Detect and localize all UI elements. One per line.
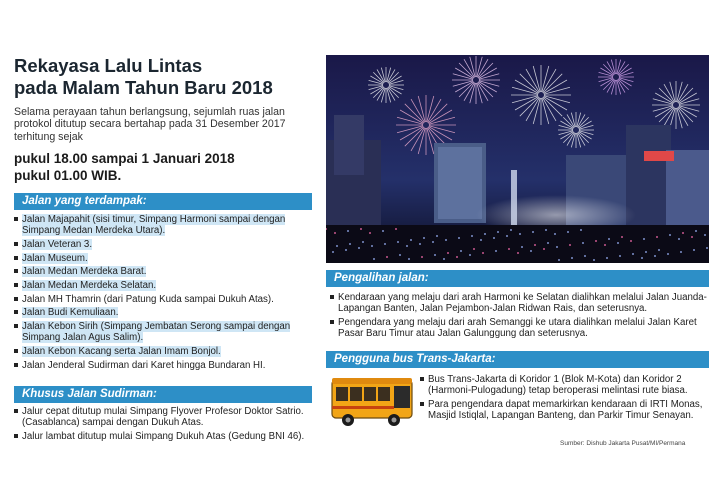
sudirman-heading: Khusus Jalan Sudirman: [14, 386, 312, 403]
title-line-2: pada Malam Tahun Baru 2018 [14, 77, 273, 98]
list-item: Pengendara yang melaju dari arah Semanggi ke utara dialihkan melalui Jalan Karet Pasar Baru Timur atau Jalan Galunggung dan seterusnya. [330, 317, 710, 339]
list-item: Jalur cepat ditutup mulai Simpang Flyover Profesor Doktor Satrio. (Casablanca) sampai dengan Dukuh Atas. [14, 406, 314, 428]
list-item: Jalan Medan Merdeka Selatan. [14, 280, 314, 291]
time-line-2: pukul 01.00 WIB. [14, 168, 122, 183]
closure-time [14, 150, 314, 184]
diversion-list [330, 292, 710, 342]
title-line-1: Rekayasa Lalu Lintas [14, 55, 203, 76]
list-item: Jalan MH Thamrin (dari Patung Kuda sampai Dukuh Atas). [14, 294, 314, 305]
list-item: Bus Trans-Jakarta di Koridor 1 (Blok M-Kota) dan Koridor 2 (Harmoni-Pulogadung) tetap beroperasi melintasi rute biasa. [420, 374, 710, 396]
list-item: Jalan Majapahit (sisi timur, Simpang Harmoni sampai dengan Simpang Medan Merdeka Utara). [14, 214, 314, 236]
diversion-heading: Pengalihan jalan: [326, 270, 709, 287]
affected-roads-heading: Jalan yang terdampak: [14, 193, 312, 210]
list-item: Jalan Kebon Sirih (Simpang Jembatan Serong sampai dengan Simpang Jalan Agus Salim). [14, 321, 314, 343]
fireworks-illustration [326, 55, 709, 263]
list-item: Jalan Veteran 3. [14, 239, 314, 250]
list-item: Kendaraan yang melaju dari arah Harmoni ke Selatan dialihkan melalui Jalan Juanda-Lapangan Banten, Jalan Pejambon-Jalan Ridwan Rais, dan seterusnya. [330, 292, 710, 314]
affected-roads-list [14, 214, 314, 373]
list-item: Jalan Kebon Kacang serta Jalan Imam Bonjol. [14, 346, 314, 357]
list-item: Jalan Jenderal Sudirman dari Karet hingga Bundaran HI. [14, 360, 314, 371]
bus-icon [330, 374, 416, 437]
transjakarta-list [420, 374, 710, 424]
list-item: Jalan Medan Merdeka Barat. [14, 266, 314, 277]
fireworks-photo [326, 55, 709, 263]
sudirman-list [14, 406, 314, 445]
list-item: Para pengendara dapat memarkirkan kendaraan di IRTI Monas, Masjid Istiqlal, Lapangan Banteng, dan Parkir Timur Senayan. [420, 399, 710, 421]
list-item: Jalan Museum. [14, 253, 314, 264]
list-item: Jalan Budi Kemuliaan. [14, 307, 314, 318]
time-line-1: pukul 18.00 sampai 1 Januari 2018 [14, 151, 235, 166]
infographic-title [14, 55, 314, 99]
transjakarta-heading: Pengguna bus Trans-Jakarta: [326, 351, 709, 368]
intro-text: Selama perayaan tahun berlangsung, sejumlah ruas jalan protokol ditutup secara bertahap pada 31 Desember 2017 terhitung sejak [14, 106, 286, 143]
list-item: Jalur lambat ditutup mulai Simpang Dukuh Atas (Gedung BNI 46). [14, 431, 314, 442]
source-credit: Sumber: Dishub Jakarta Pusat/MI/Permana [560, 440, 686, 447]
